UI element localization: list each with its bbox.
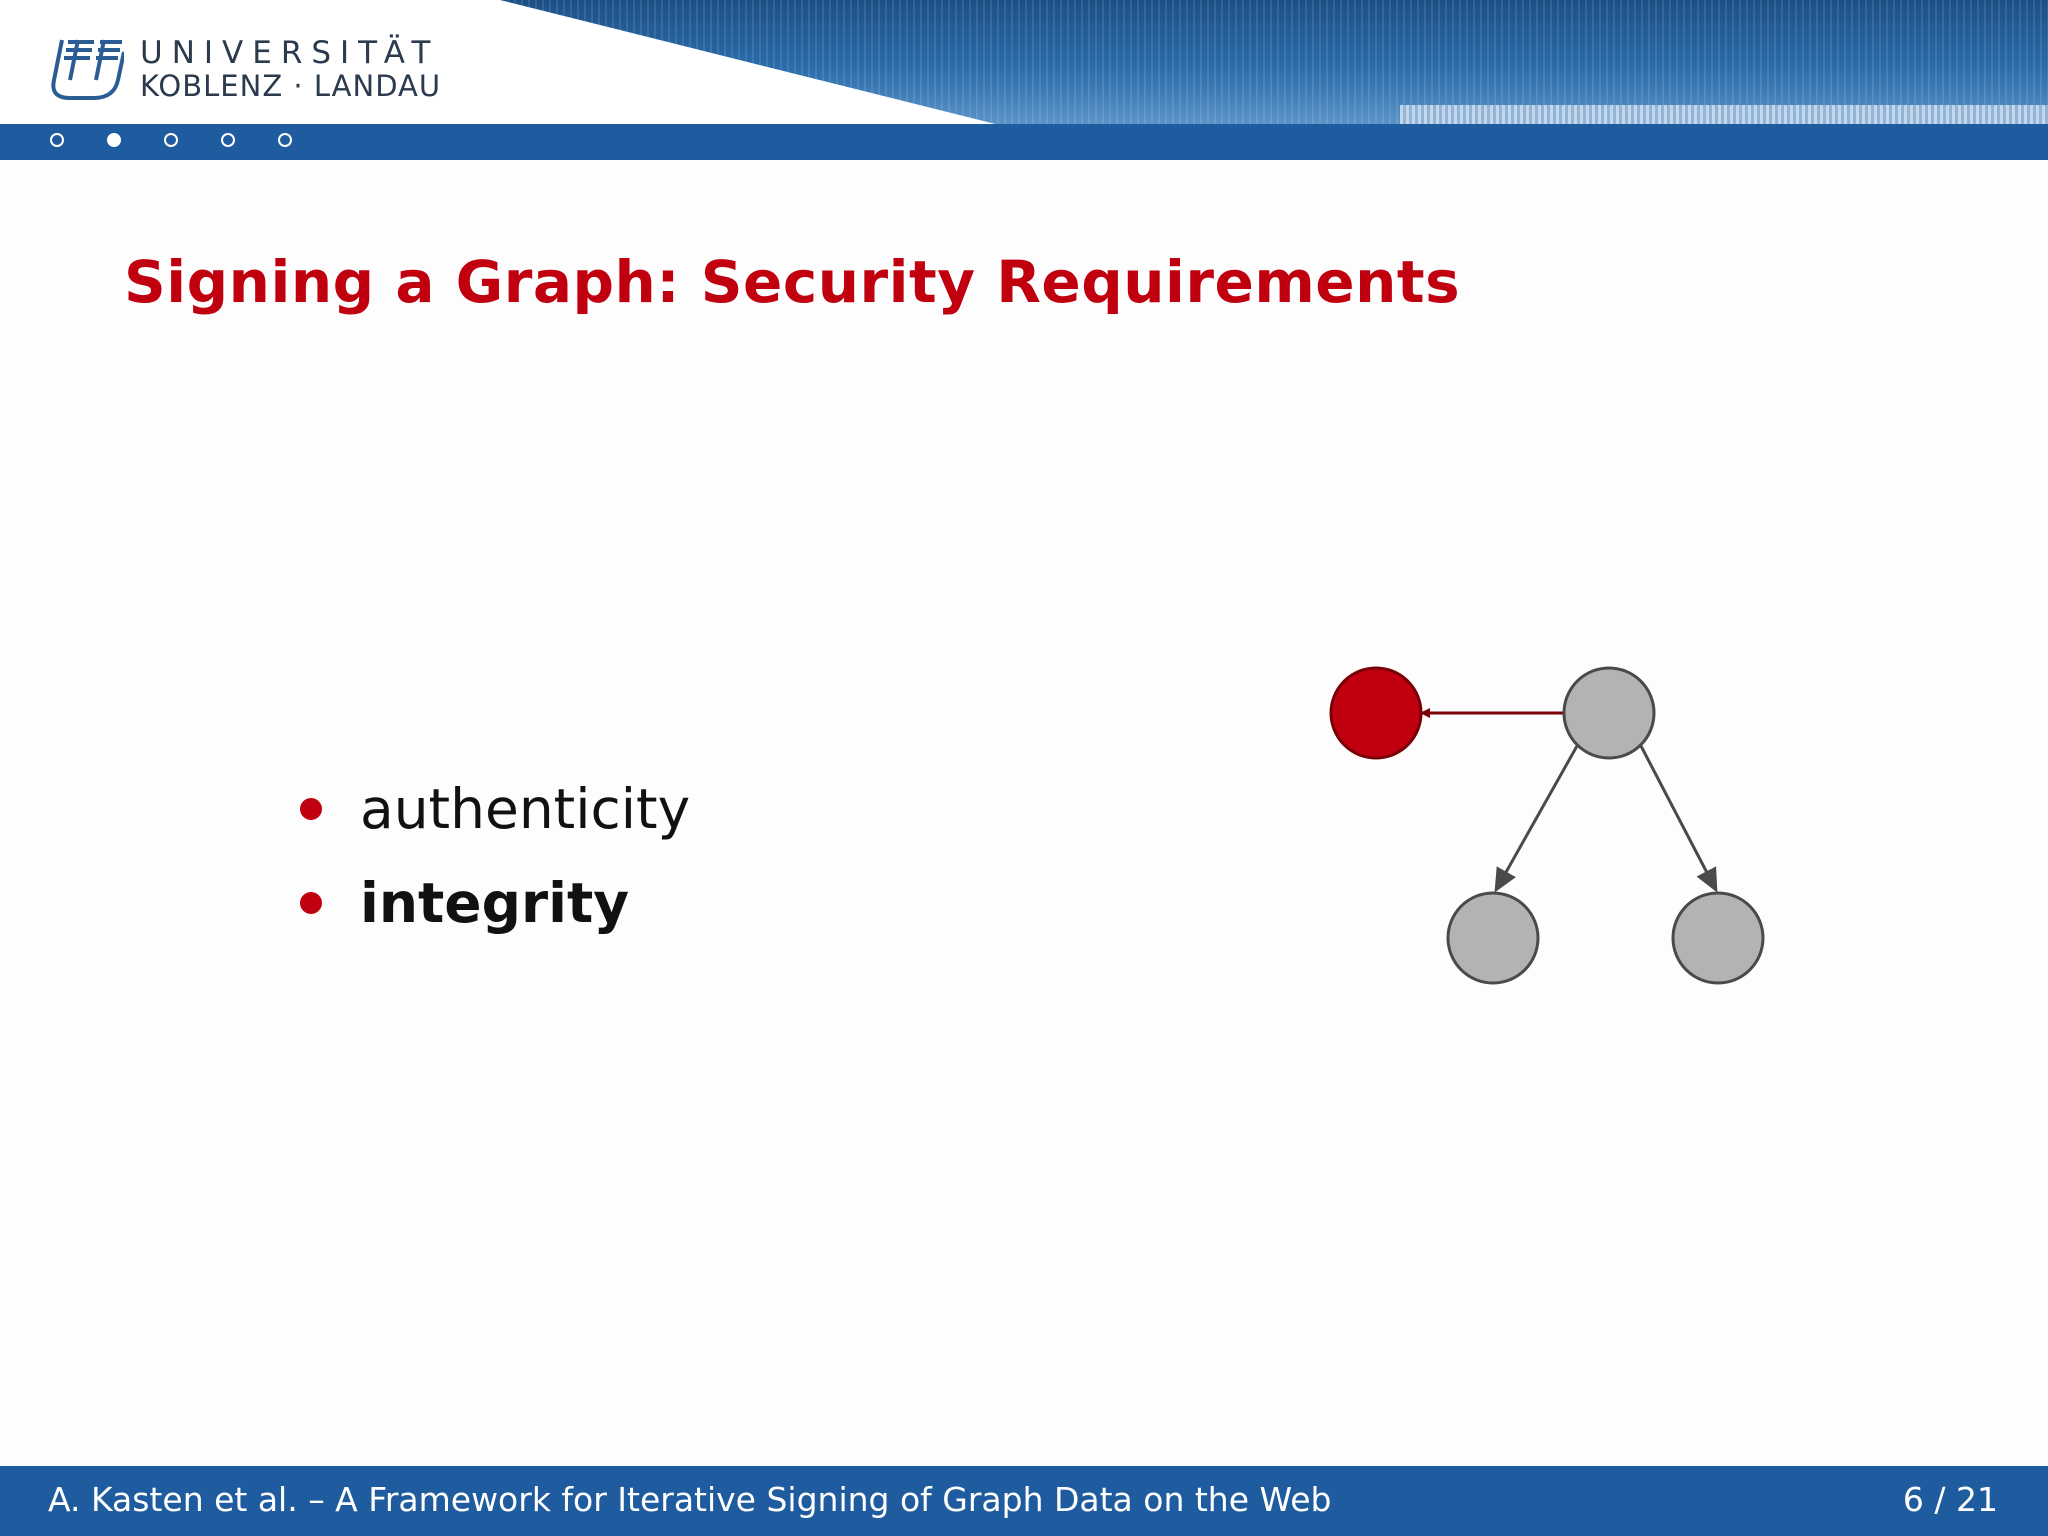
slide-footer [0,1466,2048,1536]
section-dots [50,133,292,147]
bullet-marker [300,798,322,820]
bullet-marker [300,892,322,914]
node-top [1564,668,1654,758]
node-bottom-left [1448,893,1538,983]
edge-top-to-right [1641,746,1716,890]
footer-citation: A. Kasten et al. – A Framework for Iterative Signing of Graph Data on the Web [48,1480,1332,1519]
logo-wordmark-line2: KOBLENZ · LANDAU [140,68,442,103]
section-dot-1[interactable] [50,133,64,147]
section-dot-5[interactable] [278,133,292,147]
graph-diagram [1300,640,1800,1000]
logo-wordmark-line1: UNIVERSITÄT [140,34,440,71]
bullet-item [300,762,690,856]
slide-header [0,0,2048,124]
node-red [1331,668,1421,758]
edge-top-to-left [1496,746,1577,890]
slide-title: Signing a Graph: Security Requirements [124,248,1461,316]
page-number: 6 / 21 [1902,1480,1998,1519]
bullet-item [300,856,690,950]
bullet-list [300,762,690,950]
bullet-text: integrity [360,871,630,935]
section-dot-2[interactable] [107,133,121,147]
bullet-text: authenticity [360,777,691,841]
university-logo [44,36,441,102]
section-dot-3[interactable] [164,133,178,147]
section-navigation-bar [0,124,2048,160]
university-logo-icon [44,36,124,102]
section-dot-4[interactable] [221,133,235,147]
header-photo-stripes [1400,105,2048,124]
node-bottom-right [1673,893,1763,983]
